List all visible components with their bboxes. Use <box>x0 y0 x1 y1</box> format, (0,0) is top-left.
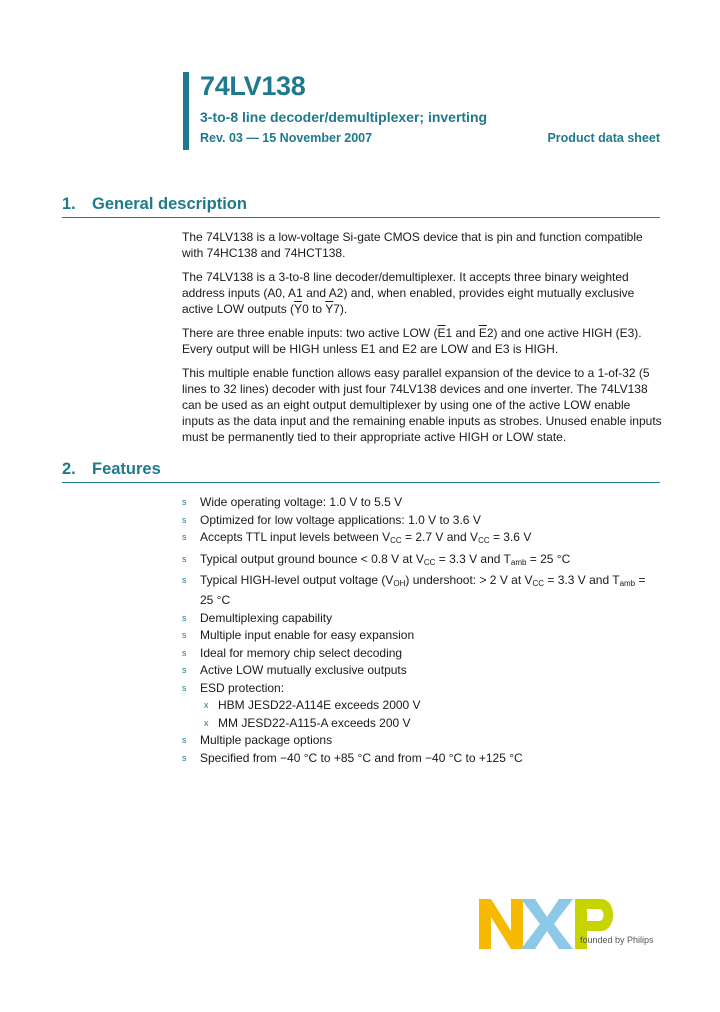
bullet-icon: s <box>182 612 187 623</box>
list-item: s Typical output ground bounce < 0.8 V at $V_{CC} = 3.3$ V and $T_{amb} = 25$ °C <box>182 551 571 567</box>
revision-info: Rev. 03 — 15 November 2007 <box>200 131 373 145</box>
sub-list-item: x MM JESD22-A115-A exceeds 200 V <box>204 715 411 730</box>
list-item: s ESD protection: <box>182 680 285 695</box>
document-type: Product data sheet <box>547 131 660 145</box>
logo-x-shape <box>521 899 573 949</box>
paragraph: The 74LV138 is a 3-to-8 line decoder/demultiplexer. It accepts three binary weighted address inputs (A0, A1 and A2) and, when enabled, provides eight mutually exclusive active LOW outputs ($\overline{Y}0$ to $\overline{Y}7$). <box>182 270 635 316</box>
page-subtitle: 3-to-8 line decoder/demultiplexer; inverting <box>200 109 488 125</box>
bullet-icon: s <box>182 752 187 763</box>
bullet-icon: s <box>182 575 187 585</box>
bullet-icon: s <box>182 553 187 564</box>
section-number: 2. <box>62 460 76 478</box>
logo-n-shape <box>479 899 523 949</box>
list-item: s Typical HIGH-level output voltage $(V_{OH})$ undershoot: > 2 V at $V_{CC} = 3.3$ V and $T_{amb} = 25$ °C <box>182 573 646 607</box>
bullet-icon: s <box>182 514 187 525</box>
header-accent-bar <box>183 72 189 150</box>
logo-tagline: founded by Philips <box>580 935 654 945</box>
list-item: s Specified from −40 °C to +85 °C and from −40 °C to +125 °C <box>182 750 523 765</box>
sub-bullet-icon: x <box>204 717 209 728</box>
bullet-icon: s <box>182 497 187 507</box>
paragraph: This multiple enable function allows easy parallel expansion of the device to a 1-of-32 (5 lines to 32 lines) decoder with just four 74LV138 devices and one inverter. The 74LV138 can be used as an eight output demultiplexer by using one of the active LOW enable inputs as the data input and the remaining enable inputs as strobes. Unused enable inputs must be permanently tied to their appropriate active HIGH or LOW state. <box>182 366 662 444</box>
nxp-logo <box>477 897 663 953</box>
list-item: s Active LOW mutually exclusive outputs <box>182 663 407 677</box>
bullet-icon: s <box>182 630 187 640</box>
bullet-icon: s <box>182 735 187 745</box>
section-heading-features <box>62 460 660 483</box>
bullet-icon: s <box>182 532 187 542</box>
list-item: s Multiple package options <box>182 733 333 747</box>
bullet-icon: s <box>182 682 187 693</box>
section-title: Features <box>92 460 161 478</box>
list-item: s Accepts TTL input levels between $V_{CC} = 2.7$ V and $V_{CC} = 3.6$ V <box>182 530 532 545</box>
list-item: s Ideal for memory chip select decoding <box>182 645 403 660</box>
list-item: s Optimized for low voltage applications: 1.0 V to 3.6 V <box>182 512 481 527</box>
list-item: s Demultiplexing capability <box>182 610 333 625</box>
paragraph: The 74LV138 is a low-voltage Si-gate CMOS device that is pin and function compatible with 74HC138 and 74HCT138. <box>182 230 643 260</box>
section-heading-general <box>62 195 660 218</box>
sub-bullet-icon: x <box>204 700 209 710</box>
bullet-icon: s <box>182 647 187 658</box>
general-description-body <box>182 229 662 453</box>
list-item: s Multiple input enable for easy expansion <box>182 628 415 642</box>
list-item: s Wide operating voltage: 1.0 V to 5.5 V <box>182 495 403 509</box>
features-list <box>182 494 662 767</box>
bullet-icon: s <box>182 665 187 675</box>
sub-list-item: x HBM JESD22-A114E exceeds 2000 V <box>204 698 421 712</box>
page-title: 74LV138 <box>200 71 306 101</box>
paragraph: There are three enable inputs: two active LOW ($\overline{E}1$ and $\overline{E}2$) and one active HIGH (E3). Every output will be HIGH unless E1 and E2 are LOW and E3 is HIGH. <box>182 326 642 356</box>
section-title: General description <box>92 195 247 213</box>
section-number: 1. <box>62 195 76 213</box>
